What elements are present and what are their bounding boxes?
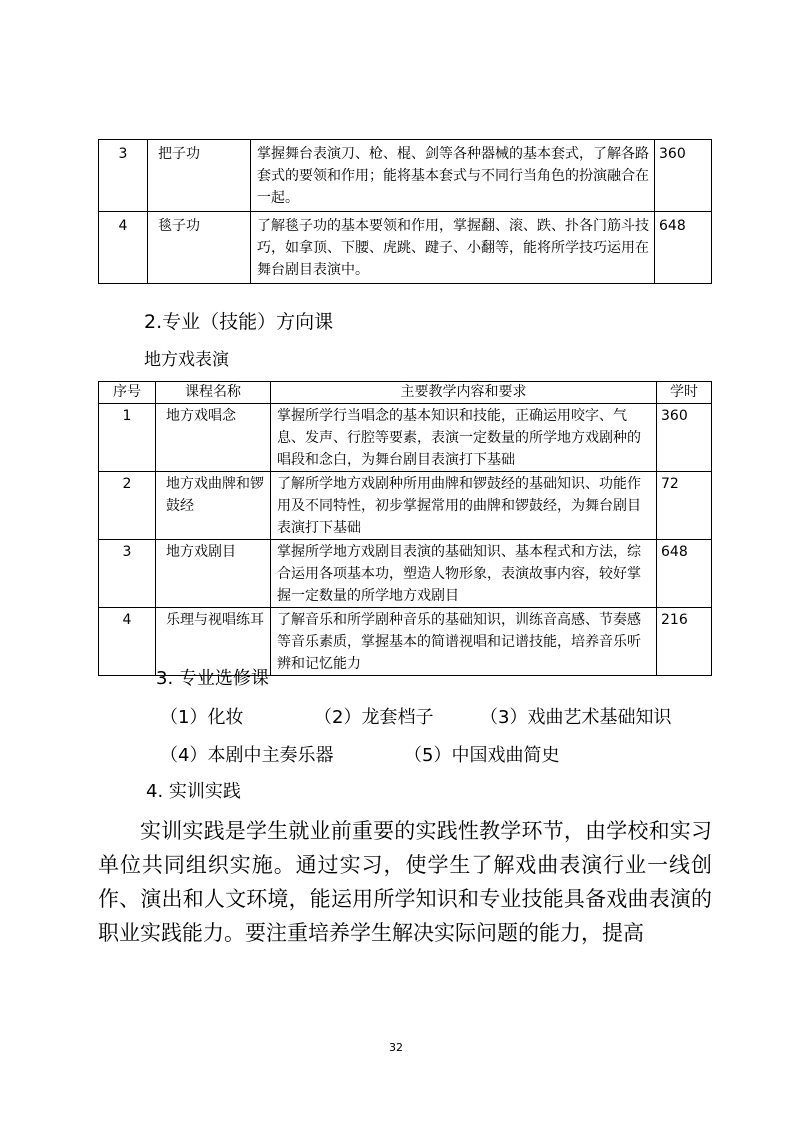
course-content: 了解毯子功的基本要领和作用，掌握翻、滚、跌、扑各门筋斗技巧，如拿顶、下腰、虎跳、踺子、小翻等，能将所学技巧运用在舞台剧目表演中。 xyxy=(251,212,655,284)
table-row xyxy=(99,140,712,212)
elective-item: （3）戏曲艺术基础知识 xyxy=(480,707,672,728)
table-row xyxy=(99,472,712,540)
page-number: 32 xyxy=(389,1041,403,1054)
section-subheading: 地方戏表演 xyxy=(144,350,229,370)
row-number: 2 xyxy=(99,472,156,540)
course-name: 毯子功 xyxy=(148,212,251,284)
course-name: 地方戏剧目 xyxy=(156,540,271,608)
course-hours: 360 xyxy=(657,404,712,472)
elective-item: （1）化妆 xyxy=(160,707,244,728)
course-name: 乐理与视唱练耳 xyxy=(156,608,271,676)
course-name: 地方戏唱念 xyxy=(156,404,271,472)
course-name: 地方戏曲牌和锣鼓经 xyxy=(156,472,271,540)
section-heading: 4. 实训实践 xyxy=(146,781,241,802)
course-content: 掌握所学行当唱念的基本知识和技能，正确运用咬字、气息、发声、行腔等要素，表演一定数量的所学地方戏剧种的唱段和念白，为舞台剧目表演打下基础 xyxy=(271,404,657,472)
table-row xyxy=(99,608,712,676)
row-number: 1 xyxy=(99,404,156,472)
header-course-name: 课程名称 xyxy=(156,382,271,404)
course-hours: 216 xyxy=(657,608,712,676)
table-row xyxy=(99,540,712,608)
course-hours: 360 xyxy=(655,140,712,212)
course-table xyxy=(98,381,712,676)
elective-item: （2）龙套档子 xyxy=(314,707,434,728)
body-paragraph: 实训实践是学生就业前重要的实践性教学环节，由学校和实习单位共同组织实施。通过实习，使学生了解戏曲表演行业一线创作、演出和人文环境，能运用所学知识和专业技能具备戏曲表演的职业实践能力。要注重培养学生解决实际问题的能力，提高 xyxy=(98,819,712,945)
row-number: 3 xyxy=(99,140,148,212)
course-hours: 648 xyxy=(655,212,712,284)
table-row xyxy=(99,212,712,284)
header-hours: 学时 xyxy=(657,382,712,404)
course-name: 把子功 xyxy=(148,140,251,212)
header-number: 序号 xyxy=(99,382,156,404)
row-number: 4 xyxy=(99,212,148,284)
table-header-row xyxy=(99,382,712,404)
course-content: 了解音乐和所学剧种音乐的基础知识，训练音高感、节奏感等音乐素质，掌握基本的简谱视唱和记谱技能，培养音乐听辨和记忆能力 xyxy=(271,608,657,676)
course-table-continued xyxy=(98,139,712,284)
elective-item: （4）本剧中主奏乐器 xyxy=(160,745,334,766)
course-hours: 648 xyxy=(657,540,712,608)
course-content: 掌握舞台表演刀、枪、棍、剑等各种器械的基本套式，了解各路套式的要领和作用；能将基本套式与不同行当角色的扮演融合在一起。 xyxy=(251,140,655,212)
row-number: 4 xyxy=(99,608,156,676)
course-content: 了解所学地方戏剧种所用曲牌和锣鼓经的基础知识、功能作用及不同特性，初步掌握常用的曲牌和锣鼓经，为舞台剧目表演打下基础 xyxy=(271,472,657,540)
row-number: 3 xyxy=(99,540,156,608)
elective-item: （5）中国戏曲简史 xyxy=(404,745,560,766)
header-content: 主要教学内容和要求 xyxy=(271,382,657,404)
section-heading: 2.专业（技能）方向课 xyxy=(144,311,334,333)
course-hours: 72 xyxy=(657,472,712,540)
table-row xyxy=(99,404,712,472)
course-content: 掌握所学地方戏剧目表演的基础知识、基本程式和方法，综合运用各项基本功，塑造人物形象，表演故事内容，较好掌握一定数量的所学地方戏剧目 xyxy=(271,540,657,608)
section-heading: 3. 专业选修课 xyxy=(156,668,269,689)
